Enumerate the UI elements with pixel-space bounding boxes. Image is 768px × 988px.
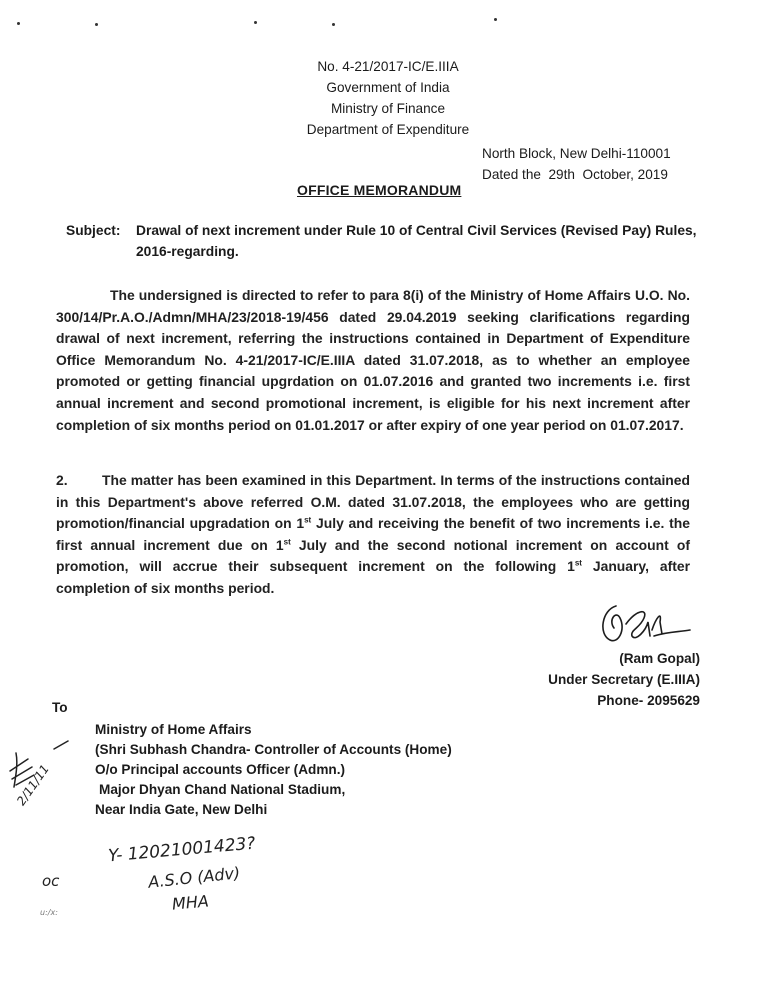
department-name: Department of Expenditure: [306, 122, 470, 137]
address-date-block: [482, 143, 671, 185]
memo-date: Dated the 29th October, 2019: [482, 167, 668, 182]
ordinal-suffix: st: [283, 537, 291, 547]
scan-speck: [17, 22, 20, 25]
recipient-line: Ministry of Home Affairs: [95, 722, 252, 737]
handwritten-mha: MHA: [171, 891, 210, 914]
ordinal-suffix: st: [574, 558, 582, 568]
signatory-details: [548, 648, 700, 711]
recipient-line: Near India Gate, New Delhi: [95, 802, 268, 817]
paragraph-number: 2.: [56, 472, 68, 488]
subject-label: Subject:: [66, 223, 121, 238]
handwritten-oc: oc: [42, 872, 60, 890]
scan-speck: [95, 23, 98, 26]
government-name: Government of India: [326, 80, 450, 95]
handwritten-aso: A.S.O (Adv): [147, 863, 242, 892]
document-title: OFFICE MEMORANDUM: [297, 182, 462, 198]
subject-text: Drawal of next increment under Rule 10 of Central Civil Services (Revised Pay) Rules, 2016-regarding.: [136, 223, 697, 259]
signatory-name: (Ram Gopal): [619, 651, 700, 666]
paragraph-1: The undersigned is directed to refer to para 8(i) of the Ministry of Home Affairs U.O. No. 300/14/Pr.A.O./Admn/MHA/23/2018-19/456 dated 29.04.2019 seeking clarifications regarding drawal of next increment, referring the instructions contained in Department of Expenditure Office Memorandum No. 4-21/2017-IC/E.IIIA dated 31.07.2018, as to whether an employee promoted or getting financial upgrdation on 01.07.2016 and granted two increments i.e. first annual increment and second promotional increment, is eligible for his next increment after completion of six months period on 01.01.2017 or after expiry of one year period on 01.07.2017.: [56, 287, 690, 433]
paragraph-2: [56, 470, 690, 600]
recipient-line: Major Dhyan Chand National Stadium,: [99, 782, 346, 797]
recipient-address: [95, 720, 452, 820]
recipient-line: (Shri Subhash Chandra- Controller of Accounts (Home): [95, 742, 452, 757]
recipient-line: O/o Principal accounts Officer (Admn.): [95, 762, 346, 777]
office-address: North Block, New Delhi-110001: [482, 146, 671, 161]
file-number: No. 4-21/2017-IC/E.IIIA: [317, 59, 459, 74]
paragraph-2-text-2: July and receiving the benefit of two increments i.e. the first annual increment due on 1: [56, 515, 690, 553]
ministry-name: Ministry of Finance: [330, 101, 446, 116]
paragraph-2-text-4: January, after completion of six months period.: [56, 558, 690, 596]
scan-speck: [254, 21, 257, 24]
signatory-phone: Phone- 2095629: [597, 693, 700, 708]
paragraph-2-text-1: The matter has been examined in this Department. In terms of the instructions contained in this Department's above referred O.M. dated 31.07.2018, the employees who are getting promotion/financial upgradation on 1: [56, 472, 690, 532]
scan-speck: [332, 23, 335, 26]
scan-speck: [494, 18, 497, 21]
handwritten-signature: [596, 600, 691, 648]
paragraph-2-text-3: July and the second notional increment on account of promotion, will accrue their subsequent increment on the following 1: [56, 536, 690, 575]
letterhead: [288, 56, 488, 140]
to-label: To: [52, 700, 68, 715]
handwritten-date: 2/11/11: [14, 762, 53, 809]
handwritten-small-note: u:/x:: [40, 908, 58, 917]
signatory-designation: Under Secretary (E.IIIA): [548, 672, 700, 687]
handwritten-diary-number: Y- 12021001423?: [107, 833, 257, 867]
ordinal-suffix: st: [304, 515, 312, 525]
